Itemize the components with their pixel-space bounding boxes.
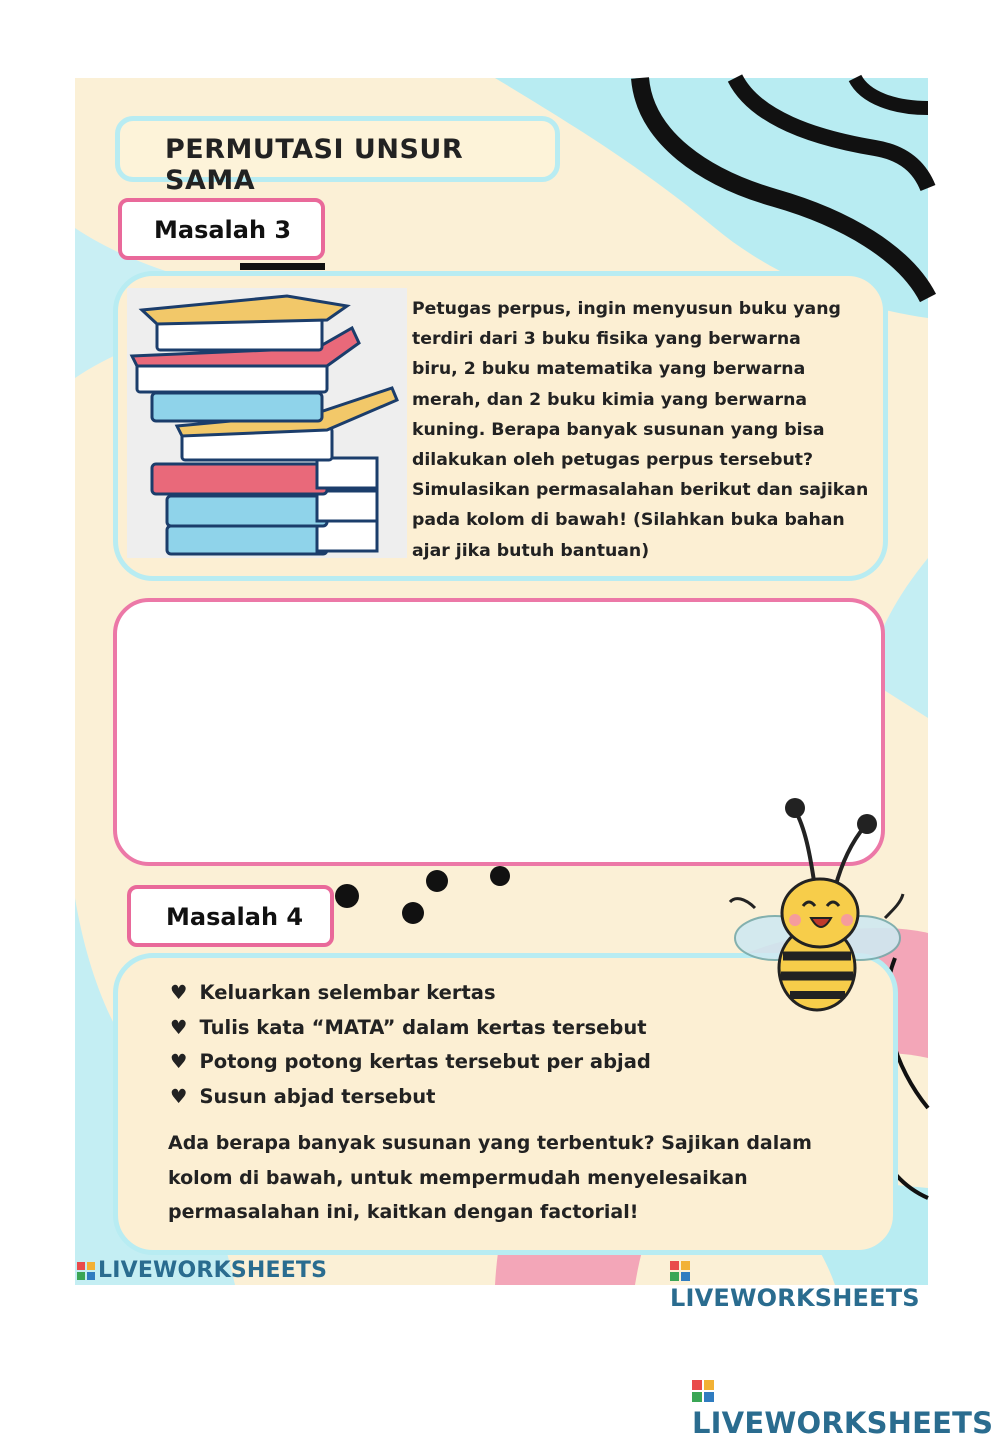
masalah4-text <box>168 1126 858 1230</box>
list-item: ♥ Keluarkan selembar kertas <box>170 976 651 1011</box>
text-line: Ada berapa banyak susunan yang terbentuk? Sajikan dalam <box>168 1132 812 1154</box>
text-line: kolom di bawah, untuk mempermudah menyelesaikan <box>168 1166 748 1189</box>
watermark-text: LIVEWORKSHEETS <box>670 1284 920 1312</box>
watermark-text: LIVEWORKSHEETS <box>98 1258 328 1283</box>
text-line: permasalahan ini, kaitkan dengan factorial! <box>168 1201 639 1223</box>
watermark-text: LIVEWORKSHEETS <box>692 1406 994 1440</box>
text-line: merah, dan 2 buku kimia yang berwarna <box>412 389 808 410</box>
text-line: Petugas perpus, ingin menyusun buku yang <box>412 299 841 319</box>
masalah4-bullet-list <box>170 976 651 1114</box>
text-line: terdiri dari 3 buku fisika yang berwarna <box>412 329 801 350</box>
title-box <box>115 116 560 196</box>
worksheet-page <box>75 78 928 1312</box>
text-line: dilakukan oleh petugas perpus tersebut? <box>412 450 814 471</box>
text-line: pada kolom di bawah! (Silahkan buka bahan <box>412 510 845 531</box>
text-line: ajar jika butuh bantuan) <box>412 540 650 561</box>
masalah3-label-box <box>118 198 325 260</box>
bee-illustration <box>725 798 905 1008</box>
list-item: ♥ Potong potong kertas tersebut per abjad <box>170 1045 651 1080</box>
list-item: ♥ Susun abjad tersebut <box>170 1080 651 1115</box>
books-stack-illustration <box>127 288 407 558</box>
watermark-bottom <box>692 1372 1000 1440</box>
text-line: Simulasikan permasalahan berikut dan sajikan <box>412 480 869 501</box>
text-line: biru, 2 buku matematika yang berwarna <box>412 359 806 380</box>
list-item: ♥ Tulis kata “MATA” dalam kertas tersebut <box>170 1011 651 1046</box>
text-line: kuning. Berapa banyak susunan yang bisa <box>412 419 825 440</box>
watermark-left <box>77 1258 327 1283</box>
masalah3-label: Masalah 3 <box>154 216 292 244</box>
liveworksheets-logo-icon <box>670 1261 690 1281</box>
masalah3-text <box>412 294 872 566</box>
liveworksheets-logo-icon <box>77 1262 95 1280</box>
liveworksheets-logo-icon <box>692 1380 714 1402</box>
masalah4-label: Masalah 4 <box>166 903 304 931</box>
page-title: PERMUTASI UNSUR SAMA <box>165 134 464 196</box>
masalah4-label-box <box>127 885 334 947</box>
watermark-right <box>670 1256 928 1312</box>
